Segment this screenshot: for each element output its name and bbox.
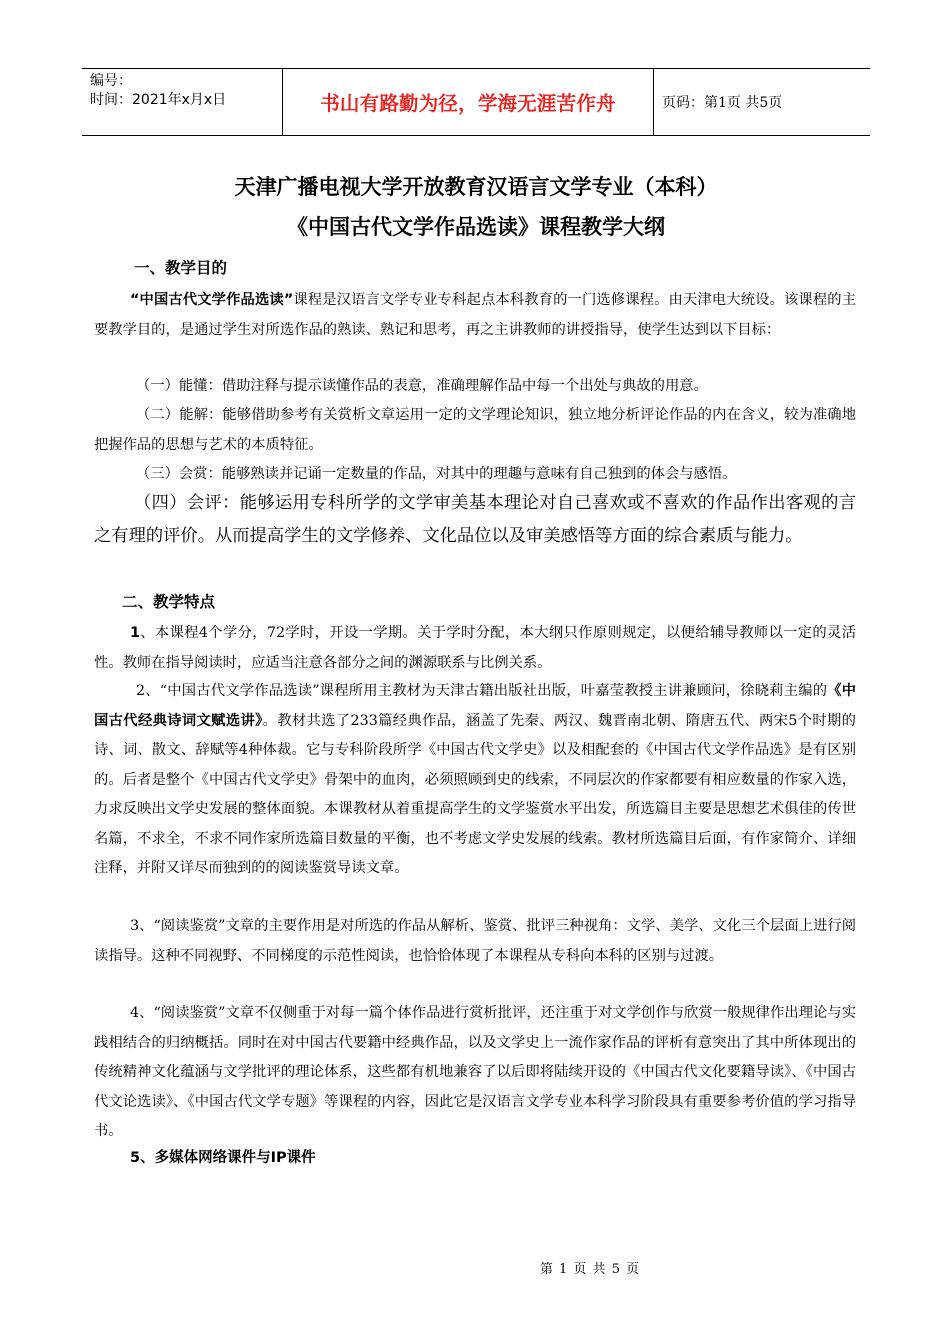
goal-item-2: （二）能解：能够借助参考有关赏析文章运用一定的文学理论知识，独立地分析评论作品的内在含义，较为准确地把握作品的思想与艺术的本质特征。 — [94, 407, 856, 453]
section-1-heading: 一、教学目的 — [134, 259, 228, 277]
course-name-quote: “中国古代文学作品选读” — [130, 292, 294, 308]
intro-text: 课程是汉语言文学专业专科起点本科教育的一门选修课程。由天津电大统设。该课程的主要教学目的，是通过学生对所选作品的熟读、熟记和思考，再之主讲教师的讲授指导，使学生达到以下目标： — [94, 292, 857, 338]
title-line-1: 天津广播电视大学开放教育汉语言文学专业（本科） — [234, 175, 718, 199]
feature-1-number: 1 — [130, 625, 140, 641]
page-footer — [0, 1258, 950, 1277]
feature-5-heading: 5、多媒体网络课件与IP课件 — [130, 1150, 316, 1166]
feature-1-text: 、本课程4个学分，72学时，开设一学期。关于学时分配，本大纲只作原则规定，以便给辅导教师以一定的灵活性。教师在指导阅读时，应适当注意各部分之间的渊源联系与比例关系。 — [94, 625, 856, 671]
feature-1 — [94, 619, 856, 678]
header-motto: 书山有路勤为径，学海无涯苦作舟 — [282, 69, 654, 135]
footer-page-number: 第 1 页 共 5 页 — [539, 1262, 641, 1277]
feature-2 — [94, 677, 856, 884]
serial-label: 编号： — [90, 73, 132, 89]
title-line-2: 《中国古代文学作品选读》课程教学大纲 — [287, 215, 665, 239]
textbook-title: 《中国古代经典诗词文赋选讲》 — [94, 683, 856, 729]
time-label: 时间：2021年x月x日 — [90, 92, 227, 108]
header-table — [82, 68, 870, 136]
feature-2-rest: 。教材共选了233篇经典作品，涵盖了先秦、两汉、魏晋南北朝、隋唐五代、两宋5个时期的诗、词、散文、辞赋等4种体裁。它与专科阶段所学《中国古代文学史》以及相配套的《中国古代文学作品选》是有区别的。后者是整个《中国古代文学史》骨架中的血肉，必须照顾到史的线索，不同层次的作家都要有相应数量的作家入选，力求反映出文学史发展的整体面貌。本课教材从着重提高学生的文学鉴赏水平出发，所选篇目主要是思想艺术俱佳的传世名篇，不求全，不求不同作家所选篇目数量的平衡，也不考虑文学史发展的线索。教材所选篇目后面，有作家简介、详细注释，并附又详尽而独到的的阅读鉴赏导读文章。 — [94, 712, 856, 876]
section-1-intro — [94, 286, 856, 345]
goal-item-1: （一）能懂：借助注释与提示读懂作品的表意，准确理解作品中每一个出处与典故的用意。 — [136, 378, 708, 394]
goal-item-4: （四）会评：能够运用专科所学的文学审美基本理论对自己喜欢或不喜欢的作品作出客观的言之有理的评价。从而提高学生的文学修养、文化品位以及审美感悟等方面的综合素质与能力。 — [94, 493, 856, 546]
section-2-heading: 二、教学特点 — [122, 593, 216, 611]
header-page-info: 页码：第1页 共5页 — [662, 95, 783, 111]
feature-4: 4、“阅读鉴赏”文章不仅侧重于对每一篇个体作品进行赏析批评，还注重于对文学创作与欣赏一般规律作出理论与实践相结合的归纳概括。同时在对中国古代要籍中经典作品，以及文学史上一流作家作品的评析有意突出了其中所体现出的传统精神文化蕴涵与文学批评的理论体系，这些都有机地兼容了以后即将陆续开设的《中国古代文化要籍导读》、《中国古代文论选读》、《中国古代文学专题》等课程的内容，因此它是汉语言文学专业本科学习阶段具有重要参考价值的学习指导书。 — [94, 1005, 856, 1139]
goal-item-3: （三）会赏：能够熟读并记诵一定数量的作品，对其中的理趣与意味有自己独到的体会与感悟。 — [136, 466, 737, 482]
header-meta-cell — [82, 69, 282, 135]
feature-2-start: 2、“中国古代文学作品选读”课程所用主教材为天津古籍出版社出版，叶嘉莹教授主讲兼顾问，徐晓莉主编的 — [136, 683, 828, 699]
feature-3: 3、“阅读鉴赏”文章的主要作用是对所选的作品从解析、鉴赏、批评三种视角：文学、美学、文化三个层面上进行阅读指导。这种不同视野、不同梯度的示范性阅读，也恰恰体现了本课程从专科向本科的区别与过渡。 — [94, 918, 856, 964]
